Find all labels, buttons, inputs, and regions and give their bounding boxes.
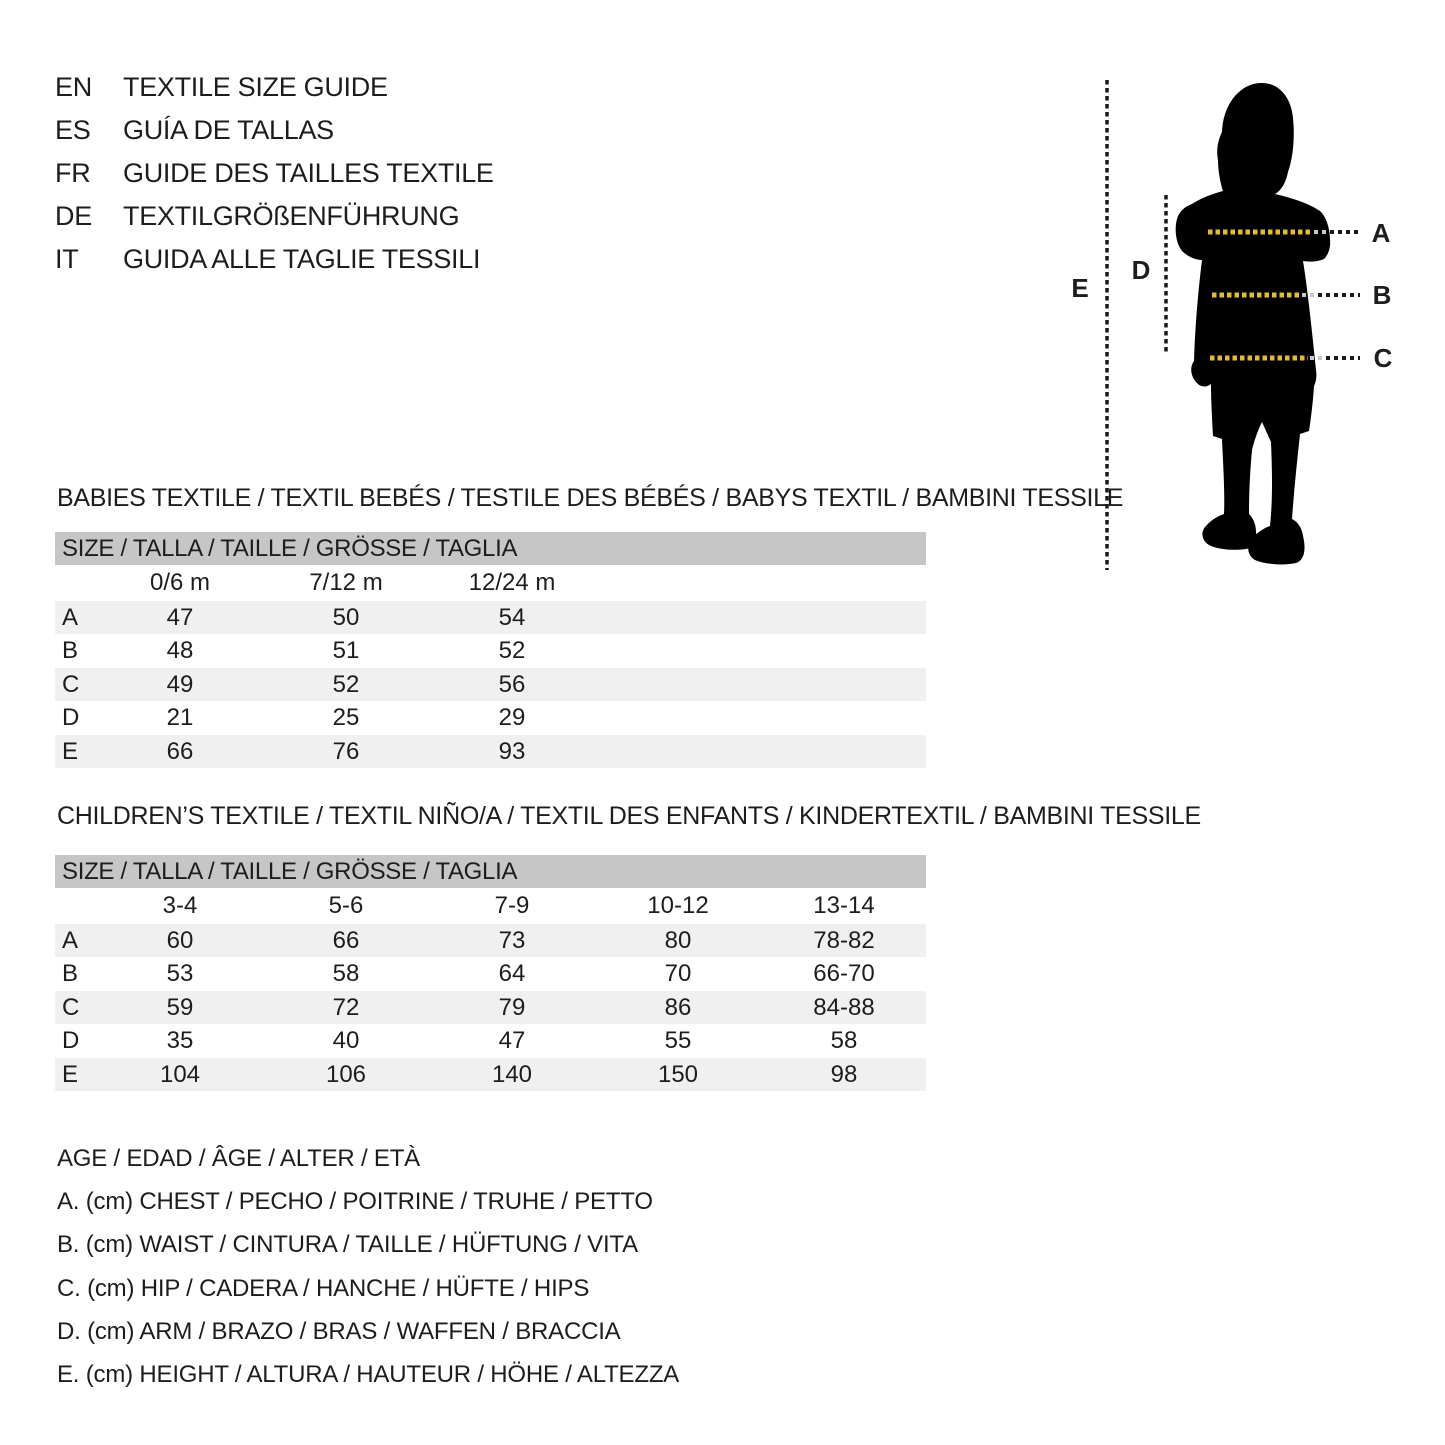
cell: 35 (166, 1027, 194, 1055)
row-label: D (62, 704, 80, 732)
cell: 150 (657, 1060, 699, 1088)
legend-chest: A. (cm) CHEST / PECHO / POITRINE / TRUHE / PETTO (57, 1188, 653, 1216)
cell: 51 (332, 637, 360, 665)
lang-code: DE (55, 201, 92, 231)
cell: 59 (166, 993, 194, 1021)
cell: 104 (159, 1060, 201, 1088)
children-col-10-12: 10-12 (647, 892, 709, 919)
cell: 47 (166, 604, 194, 631)
cell: 21 (166, 704, 194, 732)
babies-col-12-24m: 12/24 m (468, 569, 556, 596)
label-arm-d: D (1131, 255, 1151, 285)
children-table (55, 855, 926, 1091)
table-row (55, 991, 926, 1024)
lang-title: TEXTILGRÖßENFÜHRUNG (123, 201, 460, 231)
legend-age: AGE / EDAD / ÂGE / ALTER / ETÀ (57, 1145, 420, 1172)
row-label: E (62, 737, 79, 765)
row-label: C (62, 670, 80, 698)
cell: 80 (664, 927, 692, 954)
label-height-e: E (1071, 273, 1089, 303)
cell: 78-82 (813, 927, 875, 954)
cell: 56 (498, 670, 526, 698)
cell: 98 (830, 1060, 858, 1088)
babies-section-title: BABIES TEXTILE / TEXTIL BEBÉS / TESTILE DES BÉBÉS / BABYS TEXTIL / BAMBINI TESSILE (57, 484, 1124, 512)
lang-row-es (55, 109, 494, 152)
cell: 72 (332, 993, 360, 1021)
cell: 25 (332, 704, 360, 732)
cell: 52 (332, 670, 360, 698)
cell: 29 (498, 704, 526, 732)
children-col-5-6: 5-6 (328, 892, 364, 919)
cell: 58 (830, 1027, 858, 1055)
lang-title: GUÍA DE TALLAS (123, 115, 334, 145)
lang-row-en (55, 66, 494, 109)
cell: 66 (332, 927, 360, 954)
table-row (55, 924, 926, 957)
row-label: E (62, 1060, 79, 1088)
cell: 54 (498, 604, 526, 631)
label-waist-b: B (1372, 280, 1392, 310)
lang-code: ES (55, 115, 91, 145)
babies-table (55, 532, 926, 768)
cell: 84-88 (813, 993, 875, 1021)
cell: 48 (166, 637, 194, 665)
cell: 50 (332, 604, 360, 631)
cell: 73 (498, 927, 526, 954)
cell: 49 (166, 670, 194, 698)
children-column-header-row (55, 888, 926, 924)
children-col-13-14: 13-14 (813, 892, 875, 919)
children-col-7-9: 7-9 (494, 892, 530, 919)
label-chest-a: A (1371, 218, 1391, 248)
legend-arm: D. (cm) ARM / BRAZO / BRAS / WAFFEN / BRACCIA (57, 1317, 621, 1345)
row-label: A (62, 604, 79, 631)
lang-code: FR (55, 158, 91, 188)
lang-code: EN (55, 72, 92, 102)
row-label: C (62, 993, 80, 1021)
lang-title: TEXTILE SIZE GUIDE (123, 72, 388, 102)
babies-column-header-row (55, 565, 926, 601)
cell: 55 (664, 1027, 692, 1055)
cell: 86 (664, 993, 692, 1021)
babies-col-0-6m: 0/6 m (149, 569, 211, 596)
child-silhouette (1176, 83, 1330, 564)
table-row (55, 601, 926, 634)
lang-row-it (55, 238, 494, 281)
lang-code: IT (55, 244, 79, 274)
cell: 40 (332, 1027, 360, 1055)
row-label: B (62, 637, 79, 665)
table-row (55, 634, 926, 667)
cell: 76 (332, 737, 360, 765)
legend-hip: C. (cm) HIP / CADERA / HANCHE / HÜFTE / HIPS (57, 1274, 590, 1302)
table-row (55, 1024, 926, 1057)
babies-size-header-bar: SIZE / TALLA / TAILLE / GRÖSSE / TAGLIA (55, 532, 926, 565)
lang-title: GUIDE DES TAILLES TEXTILE (123, 158, 494, 188)
cell: 70 (664, 960, 692, 988)
table-row (55, 1058, 926, 1091)
legend-waist: B. (cm) WAIST / CINTURA / TAILLE / HÜFTUNG / VITA (57, 1231, 638, 1259)
cell: 79 (498, 993, 526, 1021)
row-label: D (62, 1027, 80, 1055)
cell: 52 (498, 637, 526, 665)
cell: 140 (491, 1060, 533, 1088)
children-section-title: CHILDREN’S TEXTILE / TEXTIL NIÑO/A / TEXTIL DES ENFANTS / KINDERTEXTIL / BAMBINI TESSILE (57, 802, 1201, 830)
row-label: B (62, 960, 79, 988)
lang-row-de (55, 195, 494, 238)
table-row (55, 957, 926, 990)
table-row (55, 668, 926, 701)
language-header (55, 66, 494, 281)
cell: 66-70 (813, 960, 875, 988)
table-row (55, 701, 926, 734)
babies-col-7-12m: 7/12 m (309, 569, 383, 596)
table-row (55, 735, 926, 768)
lang-row-fr (55, 152, 494, 195)
children-size-header-bar: SIZE / TALLA / TAILLE / GRÖSSE / TAGLIA (55, 855, 926, 888)
cell: 93 (498, 737, 526, 765)
cell: 53 (166, 960, 194, 988)
row-label: A (62, 927, 79, 954)
label-hip-c: C (1373, 343, 1393, 373)
cell: 64 (498, 960, 526, 988)
cell: 66 (166, 737, 194, 765)
cell: 60 (166, 927, 194, 954)
measurement-legend (57, 1137, 679, 1396)
legend-height: E. (cm) HEIGHT / ALTURA / HAUTEUR / HÖHE / ALTEZZA (57, 1361, 680, 1389)
children-col-3-4: 3-4 (162, 892, 198, 919)
cell: 106 (325, 1060, 367, 1088)
cell: 47 (498, 1027, 526, 1055)
lang-title: GUIDA ALLE TAGLIE TESSILI (123, 244, 481, 274)
cell: 58 (332, 960, 360, 988)
